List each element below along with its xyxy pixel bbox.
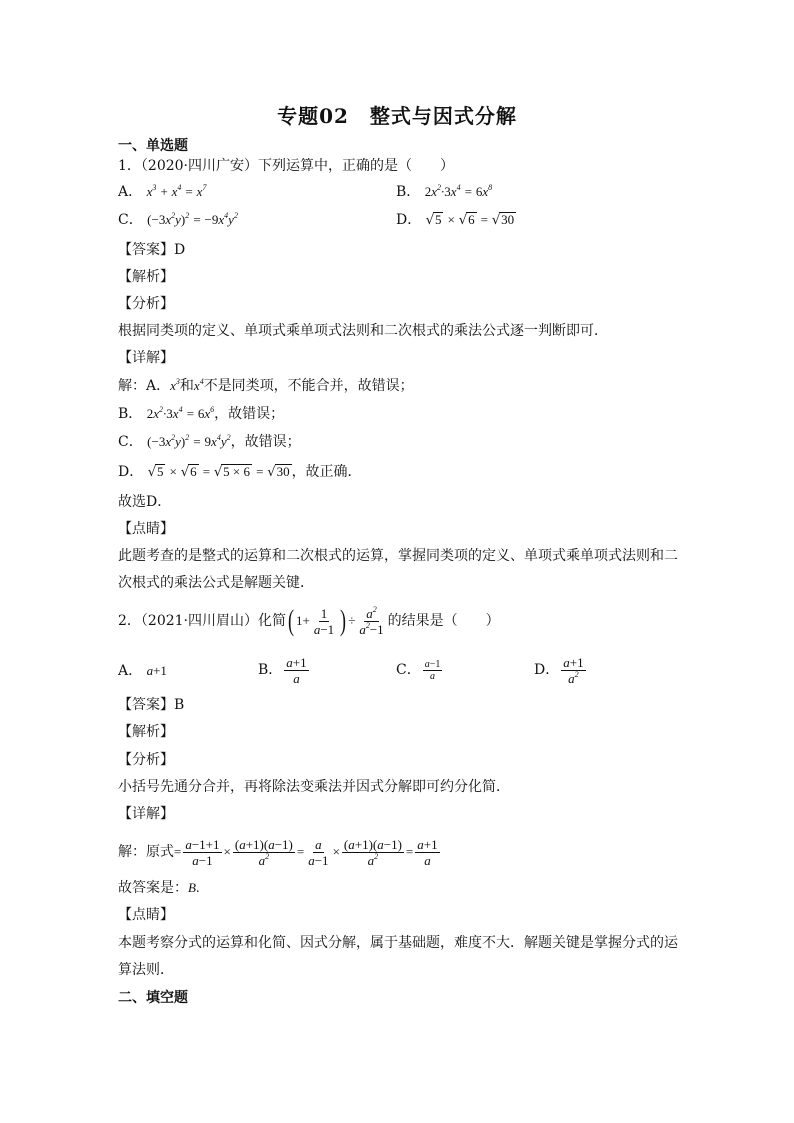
option-label: B． xyxy=(258,662,283,678)
option-label: C． xyxy=(118,212,143,228)
q2-dianjing-line1: 本题考察分式的运算和化简、因式分解，属于基础题，难度不大．解题关键是掌握分式的运 xyxy=(118,935,678,951)
q2-stem-prefix: 2．（2021·四川眉山）化简 xyxy=(118,613,286,629)
q2-option-b xyxy=(258,652,311,688)
q2-stem-suffix: 的结果是（ ） xyxy=(387,613,500,629)
q1-option-d-formula: √5 × √6 = √30 xyxy=(425,212,515,228)
sol-frac-1: $\frac{a-1+1}{a-1}$ xyxy=(185,836,220,868)
solution-d-formula: √5 × √6 = √5 × 6 = √30 xyxy=(147,464,290,480)
solution-text: 不是同类项，不能合并，故错误； xyxy=(203,378,414,394)
q2-conclusion: 故答案是：B. xyxy=(118,880,200,896)
q2-option-c-formula: $\frac{a-1}{a}$ xyxy=(424,658,441,682)
sol-frac-5: $\frac{a+1}{a}$ xyxy=(417,836,438,868)
times-sign: × xyxy=(332,844,340,859)
one: 1+ xyxy=(296,613,310,628)
page-title: 专题02 整式与因式分解 xyxy=(277,104,517,128)
q1-option-b xyxy=(396,182,492,202)
q1-fenxi-text: 根据同类项的定义、单项式乘单项式法则和二次根式的乘法公式逐一判断即可． xyxy=(118,323,608,339)
q2-option-b-formula: $\frac{a+1}{a}$ xyxy=(286,654,307,686)
q1-solution-b xyxy=(118,404,284,424)
q1-stem: 1．（2020·四川广安）下列运算中，正确的是（ ） xyxy=(118,158,454,174)
equals-sign: = xyxy=(405,844,414,859)
solution-prefix: D． xyxy=(118,464,144,480)
q2-option-d-formula: $\frac{a+1}{a^2}$ xyxy=(563,654,584,686)
q2-stem xyxy=(118,604,500,638)
q1-dianjing-line2: 次根式的乘法公式是解题关键． xyxy=(118,575,314,591)
divide-sign: ÷ xyxy=(348,613,356,628)
q2-frac-a2-over-a2-minus-1: $\frac{a^2}{a^2-1}$ xyxy=(359,604,384,637)
q2-answer: 【答案】B xyxy=(118,697,185,713)
q2-dianjing-heading: 【点睛】 xyxy=(118,907,174,923)
sol-frac-4: $\frac{(a+1)(a-1)}{a^2}$ xyxy=(343,836,402,868)
option-label: A． xyxy=(118,663,143,679)
q1-dianjing-heading: 【点睛】 xyxy=(118,521,174,537)
q1-option-c xyxy=(118,210,238,230)
sol-frac-2: $\frac{(a+1)(a-1)}{a^2}$ xyxy=(234,836,293,868)
q1-option-c-formula: $(-3x^2y)^2 = -9x^4y^2$ xyxy=(147,211,238,227)
q1-option-b-formula: $2x^2\cdot 3x^4 = 6x^8$ xyxy=(424,183,493,199)
solution-text: ，故错误； xyxy=(214,406,285,422)
q2-solution xyxy=(118,834,442,870)
q1-solution-c xyxy=(118,432,301,452)
solution-prefix: 解：原式 xyxy=(118,844,174,860)
q2-option-a-formula: a+1 xyxy=(146,663,167,678)
q1-option-d xyxy=(396,210,516,231)
equals-sign: = xyxy=(296,844,305,859)
q1-choose: 故选D． xyxy=(118,494,172,510)
equals-sign: = xyxy=(174,844,182,859)
q1-option-a xyxy=(118,182,206,202)
q2-jiexi-heading: 【解析】 xyxy=(118,724,174,740)
solution-b-formula: $2x^2\cdot 3x^4 = 6x^6$ xyxy=(146,405,215,421)
q2-fenxi-heading: 【分析】 xyxy=(118,752,174,768)
q1-dianjing-line1: 此题考查的是整式的运算和二次根式的运算，掌握同类项的定义、单项式乘单项式法则和二 xyxy=(118,548,678,564)
conclusion-text: 故答案是： xyxy=(118,880,188,896)
option-label: A． xyxy=(118,184,143,200)
solution-prefix: 解：A． xyxy=(118,378,171,394)
option-label: B． xyxy=(396,184,421,200)
section-heading-fill-in: 二、填空题 xyxy=(118,990,188,1006)
option-label: D． xyxy=(396,212,422,228)
q1-jiexi-heading: 【解析】 xyxy=(118,269,174,285)
sol-frac-3: $\frac{a}{a-1}$ xyxy=(308,836,329,868)
option-label: D． xyxy=(534,662,560,678)
q1-solution-d xyxy=(118,462,362,483)
q2-option-d xyxy=(534,652,588,688)
left-paren: ( xyxy=(288,604,294,637)
solution-c-formula: $(-3x^2y)^2 = 9x^4y^2$ xyxy=(147,433,231,449)
q2-xiangjie-heading: 【详解】 xyxy=(118,806,174,822)
q1-option-a-formula: $x^3 + x^4 = x^7$ xyxy=(146,183,207,199)
q1-xiangjie-heading: 【详解】 xyxy=(118,350,174,366)
solution-prefix: B． xyxy=(118,406,143,422)
conclusion-value: B xyxy=(188,880,196,895)
solution-prefix: C． xyxy=(118,434,143,450)
right-paren: ) xyxy=(340,604,347,637)
times-sign: × xyxy=(223,844,231,859)
q2-dianjing-line2: 算法则． xyxy=(118,962,174,978)
solution-connector: 和 xyxy=(179,378,194,394)
option-label: C． xyxy=(396,662,421,678)
q2-options xyxy=(118,656,167,688)
section-heading-single-choice: 一、单选题 xyxy=(118,138,188,154)
solution-text: ，故正确． xyxy=(291,464,362,480)
q1-fenxi-heading: 【分析】 xyxy=(118,296,174,312)
solution-text: ，故错误； xyxy=(230,434,301,450)
q2-option-c xyxy=(396,652,444,688)
q2-fenxi-text: 小括号先通分合并，再将除法变乘法并因式分解即可约分化简． xyxy=(118,779,510,795)
term-x4: $x^4$ xyxy=(193,377,204,393)
q2-frac-1-over-a-minus-1: $\frac{1}{a-1}$ xyxy=(313,605,335,637)
term-x3: $x^3$ xyxy=(170,377,180,393)
q1-solution-a xyxy=(118,376,414,396)
q1-answer: 【答案】D xyxy=(118,242,186,258)
